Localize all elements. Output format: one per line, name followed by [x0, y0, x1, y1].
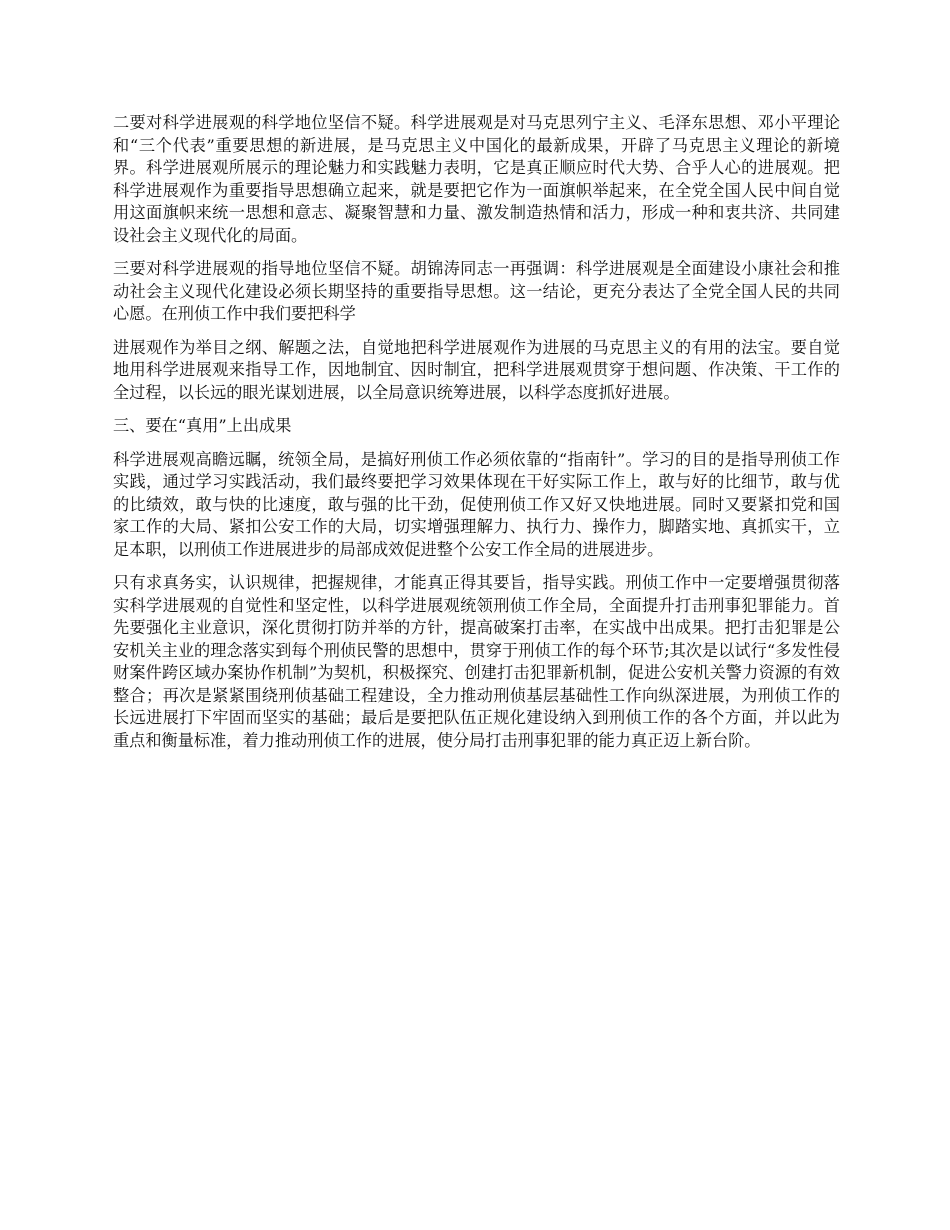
document-body	[113, 112, 840, 763]
paragraph-guiding-status-continued: 进展观作为举目之纲、解题之法，自觉地把科学进展观作为进展的马克思主义的有用的法宝。要自觉地用科学进展观来指导工作，因地制宜、因时制宜，把科学进展观贯穿于想问题、作决策、干工作的全过程，以长远的眼光谋划进展，以全局意识统筹进展，以科学态度抓好进展。	[113, 337, 840, 402]
section-heading-real-use: 三、要在“真用”上出成果	[113, 416, 292, 435]
paragraph-scientific-status: 二要对科学进展观的科学地位坚信不疑。科学进展观是对马克思列宁主义、毛泽东思想、邓小平理论和“三个代表”重要思想的新进展，是马克思主义中国化的最新成果，开辟了马克思主义理论的新境界。科学进展观所展示的理论魅力和实践魅力表明，它是真正顺应时代大势、合乎人心的进展观。把科学进展观作为重要指导思想确立起来，就是要把它作为一面旗帜举起来，在全党全国人民中间自觉用这面旗帜来统一思想和意志、凝聚智慧和力量、激发制造热情和活力，形成一种和衷共济、共同建设社会主义现代化的局面。	[113, 113, 840, 245]
paragraph-guiding-status: 三要对科学进展观的指导地位坚信不疑。胡锦涛同志一再强调：科学进展观是全面建设小康社会和推动社会主义现代化建设必须长期坚持的重要指导思想。这一结论，更充分表达了全党全国人民的共同心愿。在刑侦工作中我们要把科学	[113, 259, 840, 323]
paragraph-compass: 科学进展观高瞻远瞩，统领全局，是搞好刑侦工作必须依靠的“指南针”。学习的目的是指导刑侦工作实践，通过学习实践活动，我们最终要把学习效果体现在干好实际工作上，敢与好的比细节，敢与优的比绩效，敢与快的比速度，敢与强的比干劲，促使刑侦工作又好又快地进展。同时又要紧扣党和国家工作的大局、紧扣公安工作的大局，切实增强理解力、执行力、操作力，脚踏实地、真抓实干，立足本职，以刑侦工作进展进步的局部成效促进整个公安工作全局的进展进步。	[113, 449, 840, 559]
paragraph-practice: 只有求真务实，认识规律，把握规律，才能真正得其要旨，指导实践。刑侦工作中一定要增强贯彻落实科学进展观的自觉性和坚定性，以科学进展观统领刑侦工作全局，全面提升打击刑事犯罪能力。首先要强化主业意识，深化贯彻打防并举的方针，提高破案打击率，在实战中出成果。把打击犯罪是公安机关主业的理念落实到每个刑侦民警的思想中，贯穿于刑侦工作的每个环节;其次是以试行“多发性侵财案件跨区域办案协作机制”为契机，积极探究、创建打击犯罪新机制，促进公安机关警力资源的有效整合；再次是紧紧围绕刑侦基础工程建设，全力推动刑侦基层基础性工作向纵深进展，为刑侦工作的长远进展打下牢固而坚实的基础；最后是要把队伍正规化建设纳入到刑侦工作的各个方面，并以此为重点和衡量标准，着力推动刑侦工作的进展，使分局打击刑事犯罪的能力真正迈上新台阶。	[113, 573, 840, 750]
